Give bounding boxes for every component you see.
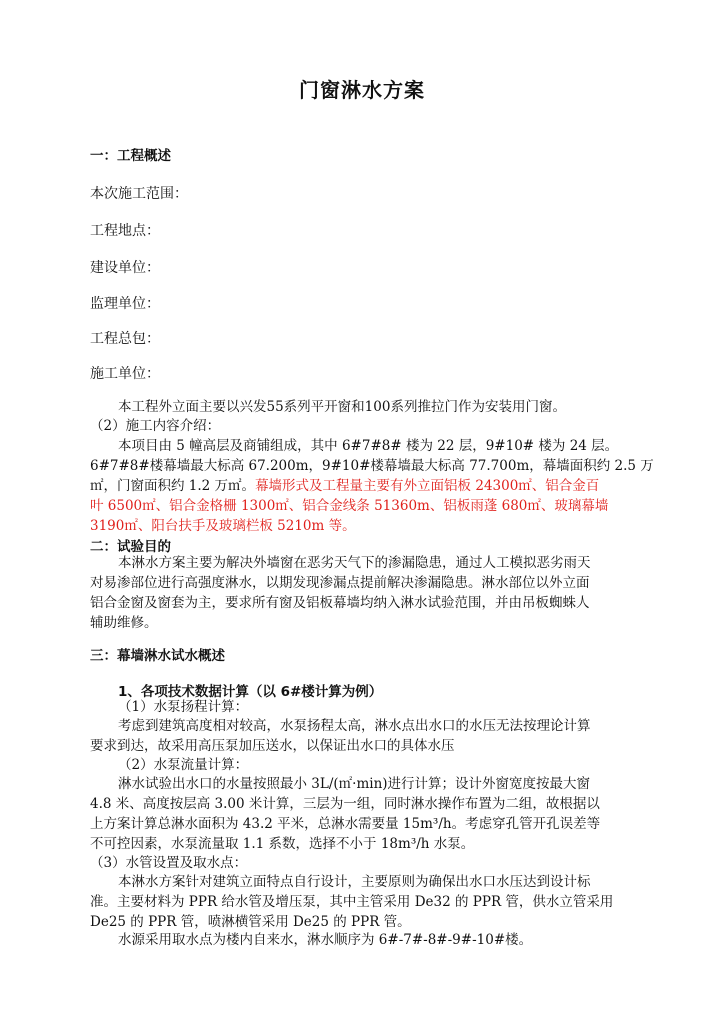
section-heading-purpose: 二：试验目的	[90, 539, 171, 555]
field-supervisor: 监理单位：	[90, 296, 160, 312]
paragraph-pipe-setup	[90, 872, 638, 932]
paragraph-construction-content	[90, 436, 654, 536]
subheading-construction-content: （2）施工内容介绍：	[90, 418, 221, 434]
field-general-contractor: 工程总包：	[90, 331, 160, 347]
text-line: 本淋水方案主要为解决外墙窗在恶劣天气下的渗漏隐患，通过人工模拟恶劣雨天	[118, 555, 591, 571]
field-owner: 建设单位：	[90, 260, 160, 276]
subheading-pump-head: （1）水泵扬程计算：	[118, 699, 249, 715]
section-heading-overview-curtain-wall: 三：幕墙淋水试水概述	[90, 648, 225, 664]
highlight-text: 3190㎡、阳台扶手及玻璃栏板 5210m 等。	[90, 518, 356, 534]
text-span: ㎡，门窗面积约 1.2 万㎡。	[90, 478, 256, 494]
text-line: 考虑到建筑高度相对较高，水泵扬程太高，淋水点出水口的水压无法按理论计算	[118, 718, 591, 734]
subheading-pipe-setup: （3）水管设置及取水点：	[90, 855, 248, 871]
text-line: 对易渗部位进行高强度淋水，以期发现渗漏点提前解决渗漏隐患。淋水部位以外立面	[90, 575, 590, 591]
paragraph-pump-flow	[90, 774, 638, 854]
text-line: 本淋水方案针对建筑立面特点自行设计，主要原则为确保出水口水压达到设计标	[118, 874, 591, 890]
text-line: 辅助维修。	[90, 615, 158, 631]
text-line: 不可控因素，水泵流量取 1.1 系数，选择不小于 18m³/h 水泵。	[90, 836, 475, 852]
text-line: 要求到达，故采用高压泵加压送水，以保证出水口的具体水压	[90, 738, 455, 754]
text-line: De25 的 PPR 管，喷淋横管采用 De25 的 PPR 管。	[90, 914, 411, 930]
paragraph-purpose	[90, 553, 638, 633]
text-line: 铝合金窗及窗套为主，要求所有窗及铝板幕墙均纳入淋水试验范围，并由吊板蜘蛛人	[90, 595, 590, 611]
field-constructor: 施工单位：	[90, 366, 160, 382]
highlight-text: 叶 6500㎡、铝合金格栅 1300㎡、铝合金线条 51360m、铝板雨蓬 680㎡、玻璃幕墙	[90, 498, 609, 514]
subheading-technical-data: 1、各项技术数据计算（以 6#楼计算为例）	[118, 684, 383, 700]
field-location: 工程地点：	[90, 223, 160, 239]
field-scope: 本次施工范围：	[90, 186, 188, 202]
text-line: 上方案计算总淋水面积为 43.2 平米，总淋水需要量 15m³/h。考虑穿孔管开孔误差等	[90, 816, 601, 832]
paragraph-water-source: 水源采用取水点为楼内自来水，淋水顺序为 6#-7#-8#-9#-10#楼。	[118, 932, 533, 948]
highlight-text: 幕墙形式及工程量主要有外立面铝板 24300㎡、铝合金百	[255, 478, 600, 494]
text-line	[90, 476, 638, 496]
subheading-pump-flow: （2）水泵流量计算：	[118, 757, 249, 773]
text-line: 6#7#8#楼幕墙最大标高 67.200m，9#10#楼幕墙最大标高 77.700m，幕墙面积约 2.5 万	[90, 458, 654, 474]
document-title: 门窗淋水方案	[299, 78, 425, 102]
paragraph-project-intro: 本工程外立面主要以兴发55系列平开窗和100系列推拉门作为安装用门窗。	[118, 399, 566, 415]
paragraph-pump-head	[90, 716, 638, 756]
text-line: 淋水试验出水口的水量按照最小 3L/(㎡·min)进行计算；设计外窗宽度按最大窗	[118, 776, 591, 792]
section-heading-overview: 一：工程概述	[90, 148, 171, 164]
text-line: 本项目由 5 幢高层及商铺组成，其中 6#7#8# 楼为 22 层，9#10# 楼为 24 层。	[118, 438, 619, 454]
text-line: 4.8 米、高度按层高 3.00 米计算，三层为一组，同时淋水操作布置为二组，故根据以	[90, 796, 600, 812]
text-line: 准。主要材料为 PPR 给水管及增压泵，其中主管采用 De32 的 PPR 管，供水立管采用	[90, 894, 614, 910]
